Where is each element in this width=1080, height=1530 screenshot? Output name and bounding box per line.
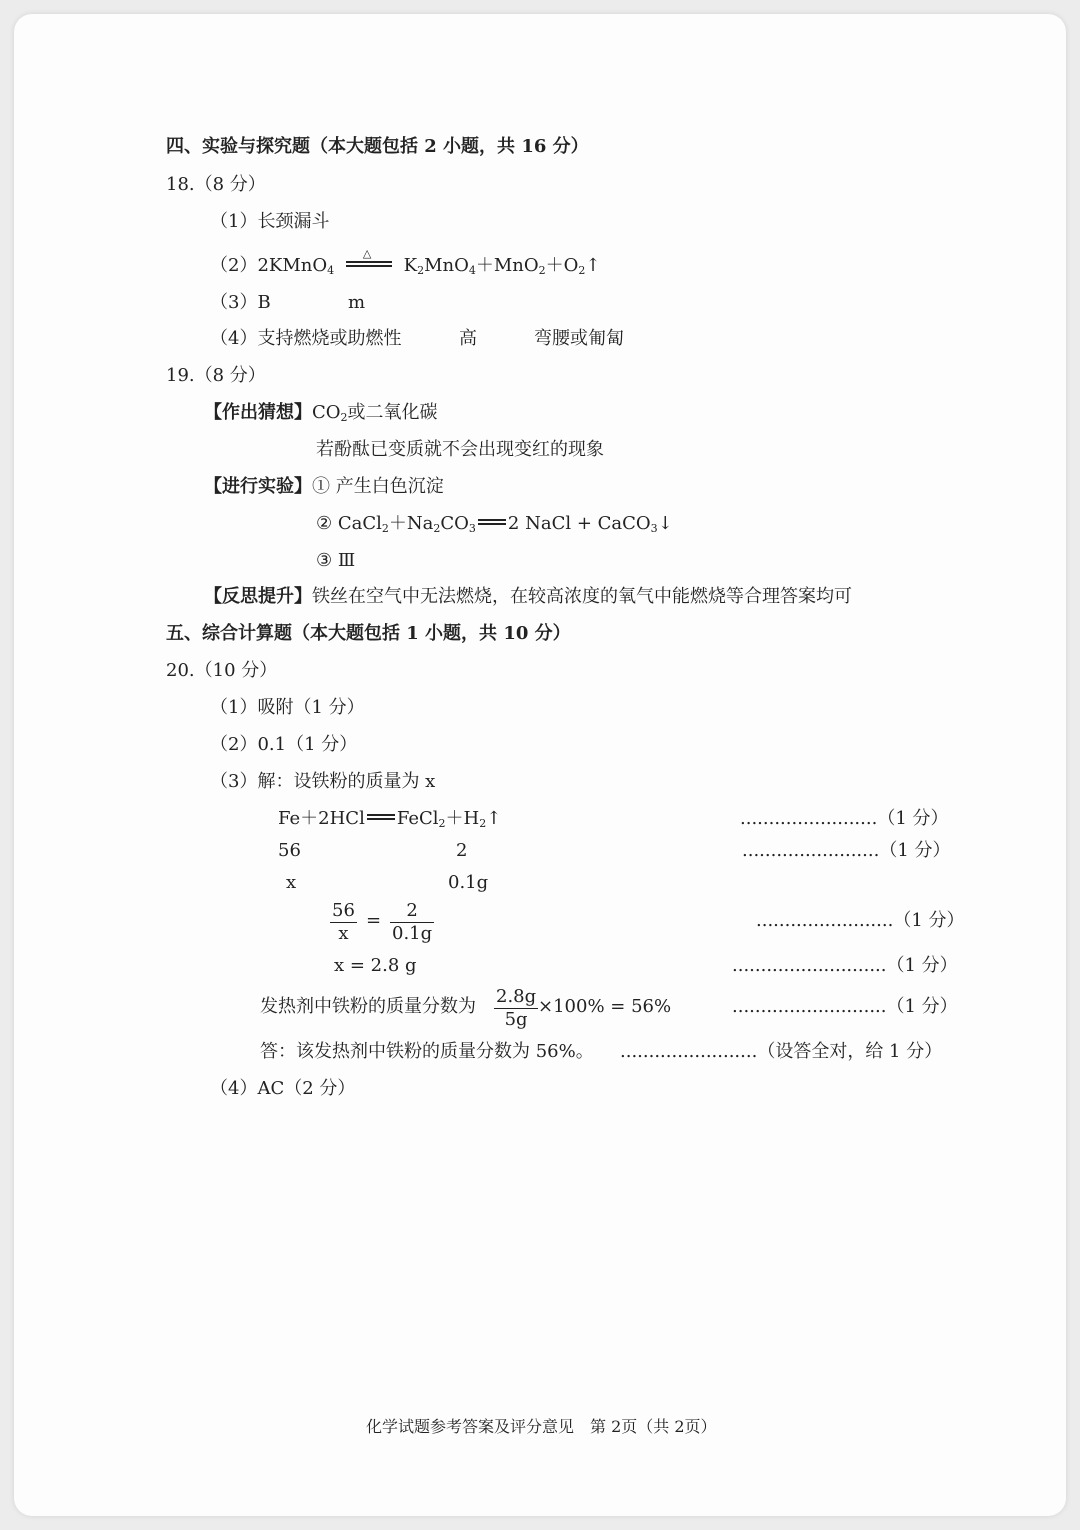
section-4-title: 四、实验与探究题（本大题包括 2 小题，共 16 分）	[166, 136, 589, 157]
q20-answer-3: （3）解：设铁粉的质量为 x	[210, 771, 436, 792]
q18-answer-3: （3）B	[210, 292, 271, 313]
fraction-2-0.1g: $\frac{2}{0.1g}$	[392, 900, 433, 944]
q18-answer-1: （1）长颈漏斗	[210, 211, 330, 232]
x-result: x = 2.8 g	[334, 955, 417, 976]
equals-sign: =	[366, 910, 382, 931]
q20-equation: Fe＋2HCl $FeCl_2+H_2↑$	[278, 808, 502, 830]
q19-experiment-2: ② $CaCl_2+Na_2CO_3$ 2 NaCl + CaCO$_3$↓	[316, 513, 673, 535]
final-answer: 答：该发热剂中铁粉的质量分数为 56%。	[260, 1041, 594, 1062]
q19-experiment: 【进行实验】① 产生白色沉淀	[204, 476, 444, 497]
reaction-equals	[367, 812, 395, 822]
q19-experiment-3: ③ Ⅲ	[316, 550, 356, 571]
section-5-title: 五、综合计算题（本大题包括 1 小题，共 10 分）	[166, 623, 571, 644]
reaction-equals	[478, 517, 506, 527]
fraction-56-x: $\frac{56}{x}$	[332, 900, 355, 944]
percent-result: ×100% = 56%	[538, 996, 672, 1017]
q19-guess-line2: 若酚酞已变质就不会出现变红的现象	[316, 439, 604, 460]
fraction-2.8g-5g: $\frac{2.8g}{5g}$	[496, 986, 537, 1030]
q18-answer-2: （2）2KMnO$_4$ △ $K_2MnO_4+MnO_2+O_2↑$	[210, 255, 600, 282]
molar-mass-h2: 2	[456, 840, 468, 861]
q19-reflection: 【反思提升】铁丝在空气中无法燃烧，在较高浓度的氧气中能燃烧等合理答案均可	[204, 586, 852, 607]
document-page	[14, 14, 1066, 1516]
unknown-x: x	[286, 872, 297, 893]
score-1: ........................（1 分）	[740, 808, 949, 829]
page-footer: 化学试题参考答案及评分意见 第 2页（共 2页）	[366, 1417, 717, 1436]
q18-answer-4-b: 高	[459, 328, 477, 349]
percent-label: 发热剂中铁粉的质量分数为	[260, 996, 476, 1017]
q18-answer-4-c: 弯腰或匍匐	[534, 328, 624, 349]
q19-header: 19.（8 分）	[166, 365, 266, 386]
score-3: ........................（1 分）	[756, 910, 965, 931]
mass-h2: 0.1g	[448, 872, 489, 893]
score-6: ........................（设答全对，给 1 分）	[620, 1041, 943, 1062]
q18-answer-4: （4）支持燃烧或助燃性	[210, 328, 402, 349]
q19-guess: 【作出猜想】$CO_2$或二氧化碳	[204, 402, 438, 424]
score-2: ........................（1 分）	[742, 840, 951, 861]
score-4: ...........................（1 分）	[732, 955, 958, 976]
score-5: ...........................（1 分）	[732, 996, 958, 1017]
molar-mass-fe: 56	[278, 840, 301, 861]
heat-condition: △	[362, 247, 372, 260]
q18-answer-3-b: m	[348, 292, 366, 313]
reaction-arrow	[346, 247, 392, 269]
q20-header: 20.（10 分）	[166, 660, 278, 681]
q20-answer-2: （2）0.1（1 分）	[210, 734, 358, 755]
q20-answer-1: （1）吸附（1 分）	[210, 697, 365, 718]
q18-header: 18.（8 分）	[166, 174, 266, 195]
q20-answer-4: （4）AC（2 分）	[210, 1078, 356, 1099]
